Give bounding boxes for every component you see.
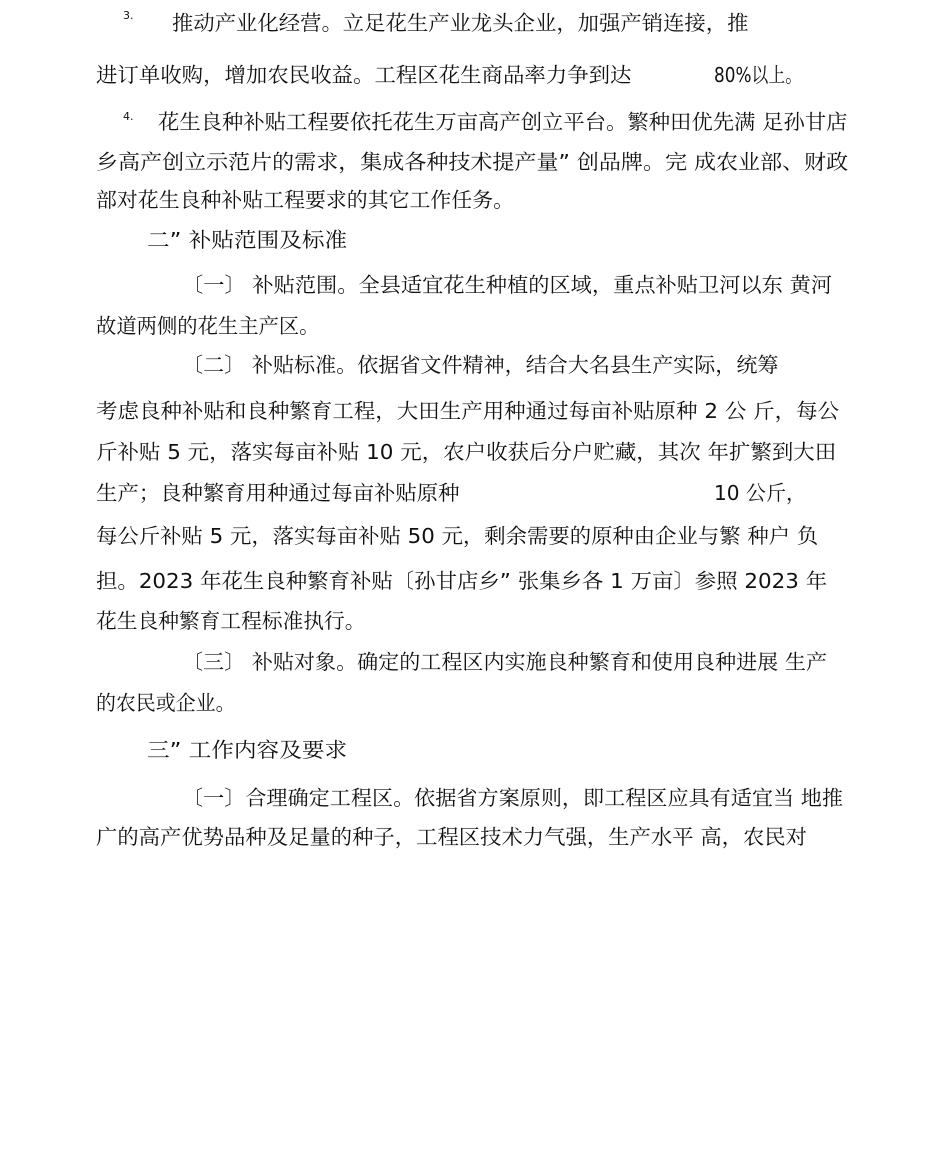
text-line: 故道两侧的花生主产区。 [96,314,320,338]
section-heading: 二” 补贴范围及标准 [147,228,348,252]
list-number-4: 4. [123,110,134,123]
text-line: 进订单收购，增加农民收益。工程区花生商品率力争到达 [96,63,632,87]
text-line: 〔一〕 补贴范围。全县适宜花生种植的区域，重点补贴卫河以东 黄河 [182,273,833,297]
text-line: 乡高产创立示范片的需求，集成各种技术提产量” 创品牌。完 成农业部、财政 [96,150,849,174]
text-line: 〔二〕 补贴标准。依据省文件精神，结合大名县生产实际，统筹 [182,353,779,377]
section-heading: 三” 工作内容及要求 [147,738,348,762]
list-number-3: 3. [123,9,134,22]
text-line: 推动产业化经营。立足花生产业龙头企业，加强产销连接，推 [172,11,749,35]
text-line: 每公斤补贴 5 元，落实每亩补贴 50 元，剩余需要的原种由企业与繁 种户 负 [96,524,819,548]
text-line: 〔三〕 补贴对象。确定的工程区内实施良种繁育和使用良种进展 生产 [182,650,828,674]
text-line: 考虑良种补贴和良种繁育工程，大田生产用种通过每亩补贴原种 2 公 斤，每公 [96,399,840,423]
text-line: 担。2023 年花生良种繁育补贴〔孙甘店乡” 张集乡各 1 万亩〕参照 2023 年 [96,569,828,593]
text-line: 生产；良种繁育用种通过每亩补贴原种 [96,481,460,505]
text-line: 广的高产优势品种及足量的种子，工程区技术力气强，生产水平 高，农民对 [96,825,808,849]
text-line: 部对花生良种补贴工程要求的其它工作任务。 [96,188,514,212]
text-line: 花生良种繁育工程标准执行。 [96,609,366,633]
text-line: 的农民或企业。 [96,691,236,715]
text-line-tail: 10 公斤， [714,481,807,505]
text-line: 花生良种补贴工程要依托花生万亩高产创立平台。繁种田优先满 足孙甘店 [158,110,848,134]
text-line-tail: 80%以上。 [714,63,803,87]
text-line: 〔一〕合理确定工程区。依据省方案原则，即工程区应具有适宜当 地推 [182,786,844,810]
text-line: 斤补贴 5 元，落实每亩补贴 10 元，农户收获后分户贮藏，其次 年扩繁到大田 [96,440,837,464]
